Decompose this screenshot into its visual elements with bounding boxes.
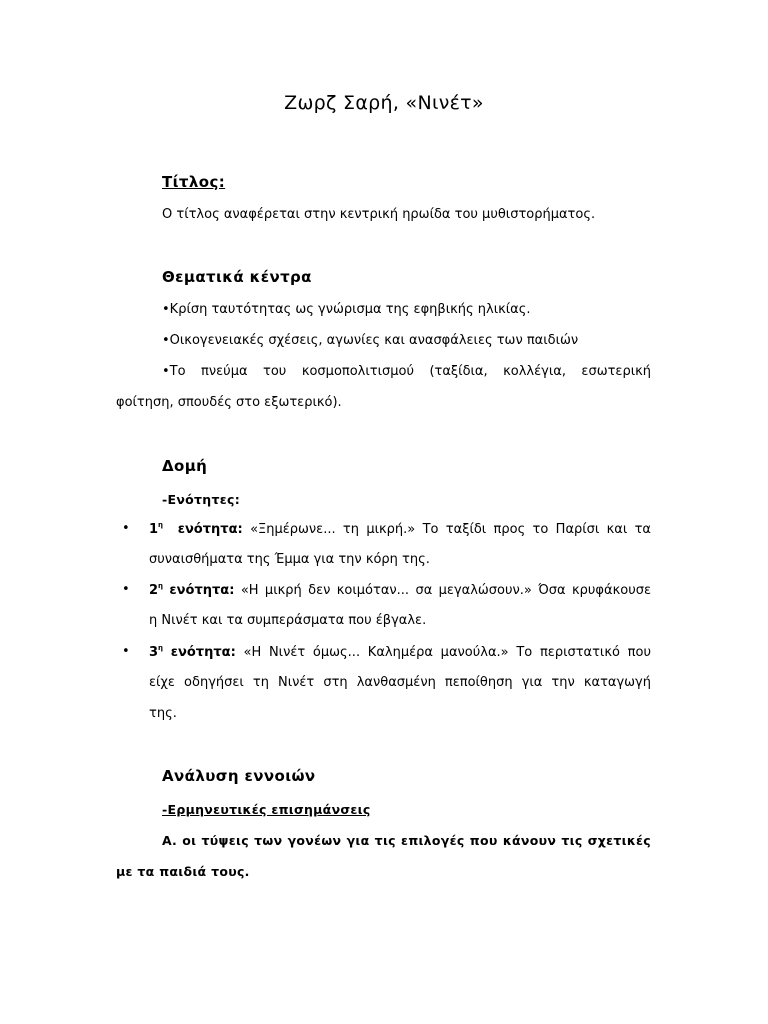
unit-2-text: «Η μικρή δεν κοιμόταν... σα μεγαλώσουν.» Όσα κρυφάκουσε xyxy=(240,583,651,598)
unit-2-line-1 xyxy=(149,582,651,598)
unit-1-text: «Ξημέρωνε... τη μικρή.» Το ταξίδι προς το Παρίσι και τα xyxy=(250,522,652,537)
theme-item-1 xyxy=(162,302,531,317)
unit-2-number: 2 xyxy=(149,583,159,598)
unit-3-text: «Η Νινέτ όμως... Καλημέρα μανούλα.» Το περιστατικό που xyxy=(243,645,651,660)
page-title: Ζωρζ Σαρή, «Νινέτ» xyxy=(284,92,484,114)
unit-2-label: ενότητα: xyxy=(169,583,235,598)
section-heading-themes: Θεματικά κέντρα xyxy=(162,268,312,286)
section-heading-title: Τίτλος: xyxy=(162,173,226,191)
bullet: • xyxy=(162,302,170,317)
analysis-point-a-line-1: Α. οι τύψεις των γονέων για τις επιλογές που κάνουν τις σχετικές xyxy=(162,833,651,848)
interpretive-subheading: -Ερμηνευτικές επισημάνσεις xyxy=(162,802,371,817)
unit-1-bullet: • xyxy=(122,521,130,536)
unit-3-label: ενότητα: xyxy=(170,645,236,660)
unit-3-number: 3 xyxy=(149,645,159,660)
unit-3-line-1 xyxy=(149,644,651,660)
title-description: Ο τίτλος αναφέρεται στην κεντρική ηρωίδα του μυθιστορήματος. xyxy=(162,207,596,222)
unit-2-bullet: • xyxy=(122,582,130,597)
unit-1-label: ενότητα: xyxy=(177,522,243,537)
bullet: • xyxy=(162,364,170,379)
unit-1-line-2: συναισθήματα της Έμμα για την κόρη της. xyxy=(149,552,430,567)
theme-item-text: Οικογενειακές σχέσεις, αγωνίες και ανασφάλειες των παιδιών xyxy=(169,333,579,348)
unit-1-line-1 xyxy=(149,521,651,537)
units-subheading: -Ενότητες: xyxy=(162,492,241,507)
unit-3-line-2: είχε οδηγήσει τη Νινέτ στη λανθασμένη πεποίθηση για την καταγωγή xyxy=(149,675,651,690)
analysis-point-a-line-2: με τα παιδιά τους. xyxy=(116,864,250,879)
section-heading-structure: Δομή xyxy=(162,457,208,475)
unit-2-sup: η xyxy=(158,582,164,590)
theme-item-text: Το πνεύμα του κοσμοπολιτισμού (ταξίδια, κολλέγια, εσωτερική xyxy=(169,364,651,379)
unit-3-sup: η xyxy=(158,644,164,652)
unit-1-sup: η xyxy=(158,521,164,529)
unit-1-number: 1 xyxy=(149,522,159,537)
unit-3-line-3: της. xyxy=(149,706,177,721)
section-heading-analysis: Ανάλυση εννοιών xyxy=(162,767,316,785)
theme-item-2 xyxy=(162,333,578,348)
theme-item-3-line-2: φοίτηση, σπουδές στο εξωτερικό). xyxy=(116,395,342,410)
unit-2-line-2: η Νινέτ και τα συμπεράσματα που έβγαλε. xyxy=(149,613,427,628)
theme-item-3-line-1 xyxy=(162,364,651,379)
theme-item-text: Κρίση ταυτότητας ως γνώρισμα της εφηβικής ηλικίας. xyxy=(169,302,531,317)
bullet: • xyxy=(162,333,170,348)
unit-3-bullet: • xyxy=(122,644,130,659)
